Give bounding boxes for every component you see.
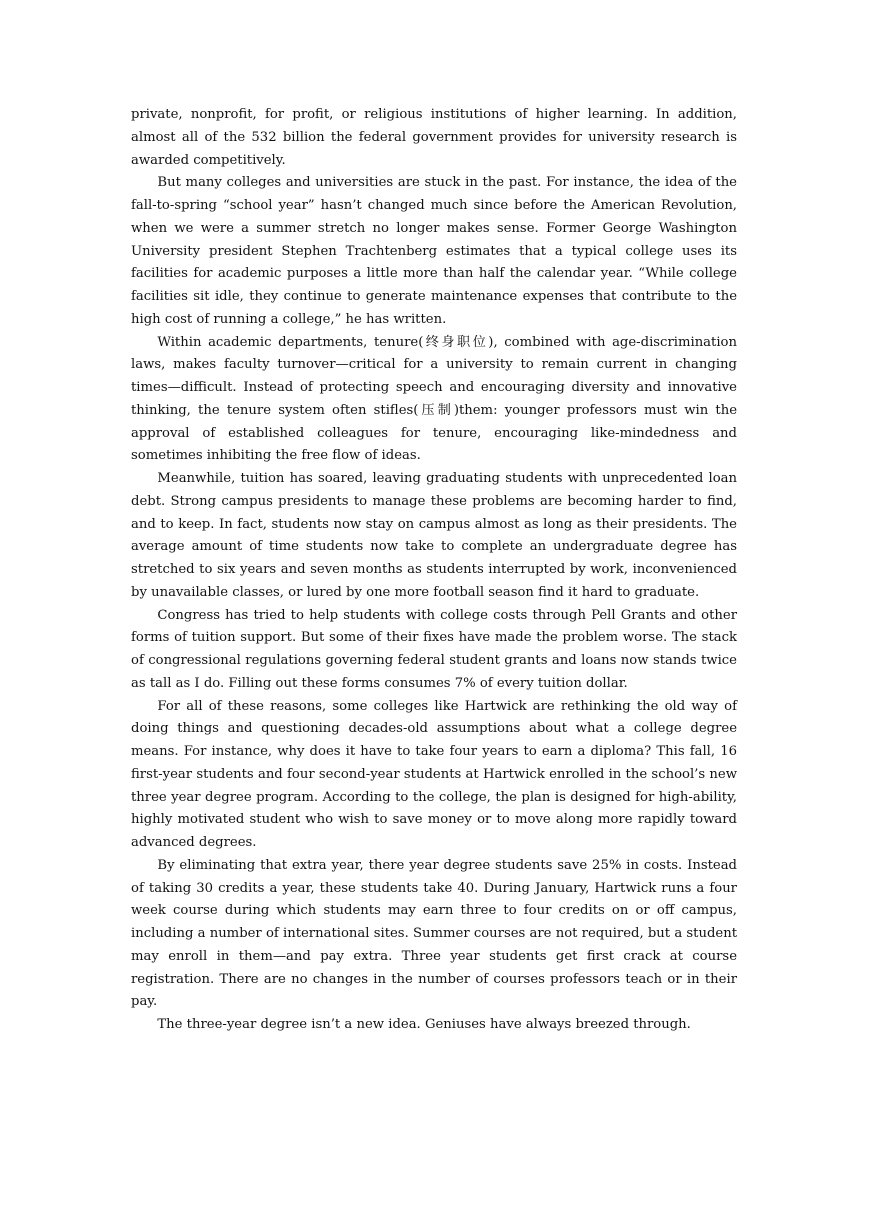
paragraph: By eliminating that extra year, there year degree students save 25% in costs. Instead of taking 30 credits a year, these students take 40. During January, Hartwick runs a four week course during which students may earn three to four credits on or off campus, including a number of international sites. Summer courses are not required, but a student may enroll in them—and pay extra. Three year students get first crack at course registration. There are no changes in the number of courses professors teach or in their pay.: [131, 857, 737, 1010]
paragraph: For all of these reasons, some colleges like Hartwick are rethinking the old way of doing things and questioning decades-old assumptions about what a college degree means. For instance, why does it have to take four years to earn a diploma? This fall, 16 first-year students and four second-year students at Hartwick enrolled in the school’s new three year degree program. According to the college, the plan is designed for high-ability, highly motivated student who wish to save money or to move along more rapidly toward advanced degrees.: [131, 698, 737, 850]
paragraph: The three-year degree isn’t a new idea. Geniuses have always breezed through.: [157, 1017, 691, 1032]
paragraph: Congress has tried to help students with college costs through Pell Grants and other forms of tuition support. But some of their fixes have made the problem worse. The stack of congressional regulations governing federal student grants and loans now stands twice as tall as I do. Filling out these forms consumes 7% of every tuition dollar.: [131, 607, 737, 691]
paragraph: Within academic departments, tenure(终身职位), combined with age-discrimination laws, makes faculty turnover—critical for a university to remain current in changing times—difficult. Instead of protecting speech and encouraging diversity and innovative thinking, the tenure system often stifles(压制)them: younger professors must win the approval of established colleagues for tenure, encouraging like-mindedness and sometimes inhibiting the free flow of ideas.: [131, 334, 737, 464]
paragraph: But many colleges and universities are stuck in the past. For instance, the idea of the fall-to-spring “school year” hasn’t changed much since before the American Revolution, when we were a summer stretch no longer makes sense. Former George Washington University president Stephen Trachtenberg estimates that a typical college uses its facilities for academic purposes a little more than half the calendar year. “While college facilities sit idle, they continue to generate maintenance expenses that contribute to the high cost of running a college,” he has written.: [131, 175, 737, 327]
paragraph: private, nonprofit, for profit, or religious institutions of higher learning. In addition, almost all of the 532 billion the federal government provides for university research is awarded competitively.: [131, 107, 737, 168]
document-body: [131, 104, 737, 1037]
paragraph: Meanwhile, tuition has soared, leaving graduating students with unprecedented loan debt. Strong campus presidents to manage these problems are becoming harder to find, and to keep. In fact, students now stay on campus almost as long as their presidents. The average amount of time students now take to complete an undergraduate degree has stretched to six years and seven months as students interrupted by work, inconvenienced by unavailable classes, or lured by one more football season find it hard to graduate.: [131, 471, 737, 600]
